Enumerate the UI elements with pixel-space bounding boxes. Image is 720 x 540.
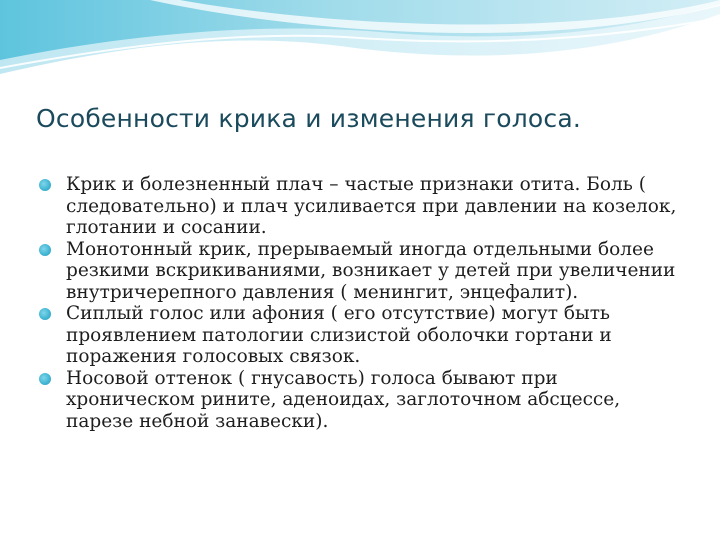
list-item <box>38 174 688 239</box>
list-item-text: Сиплый голос или афония ( его отсутствие) могут быть проявлением патологии слизистой оболочки гортани и поражения голосовых связок. <box>66 303 612 367</box>
list-item <box>38 303 688 368</box>
bullet-dot-icon <box>39 179 51 191</box>
list-item-text: Монотонный крик, прерываемый иногда отдельными более резкими вскрикиваниями, возникает у детей при увеличении внутричерепного давления ( менингит, энцефалит). <box>66 238 676 303</box>
header-wave-decoration <box>0 0 720 90</box>
bullet-dot-icon <box>39 308 51 320</box>
list-item <box>38 368 688 433</box>
list-item <box>38 239 688 304</box>
list-item-text: Крик и болезненный плач – частые признаки отита. Боль ( следовательно) и плач усиливается при давлении на козелок, глотании и сосании. <box>66 174 677 238</box>
bullet-list <box>38 174 688 432</box>
slide-title: Особенности крика и изменения голоса. <box>36 104 581 133</box>
bullet-dot-icon <box>39 373 51 385</box>
list-item-text: Носовой оттенок ( гнусавость) голоса бывают при хроническом рините, аденоидах, заглоточном абсцессе, парезе небной занавески). <box>66 367 621 432</box>
bullet-dot-icon <box>39 244 51 256</box>
